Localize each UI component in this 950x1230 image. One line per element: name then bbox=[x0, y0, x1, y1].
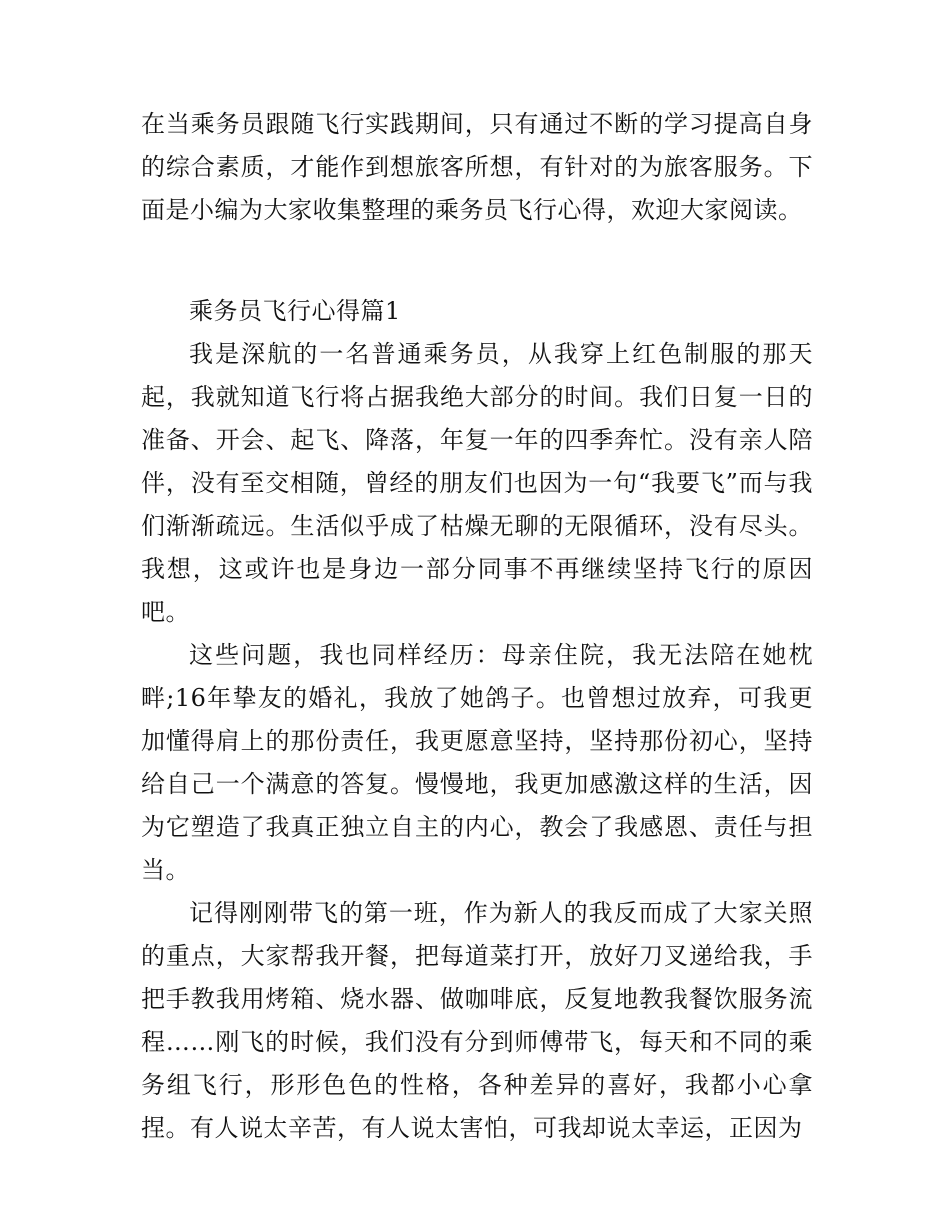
paragraph-2: 这些问题，我也同样经历：母亲住院，我无法陪在她枕畔;16年挚友的婚礼，我放了她鸽子。也曾想过放弃，可我更加懂得肩上的那份责任，我更愿意坚持，坚持那份初心，坚持给自己一个满意的答复。慢慢地，我更加感激这样的生活，因为它塑造了我真正独立自主的内心，教会了我感恩、责任与担当。 bbox=[141, 641, 813, 884]
paragraph-1: 我是深航的一名普通乘务员，从我穿上红色制服的那天起，我就知道飞行将占据我绝大部分的时间。我们日复一日的准备、开会、起飞、降落，年复一年的四季奔忙。没有亲人陪伴，没有至交相随，曾经的朋友们也因为一句“我要飞”而与我们渐渐疏远。生活似乎成了枯燥无聊的无限循环，没有尽头。我想，这或许也是身边一部分同事不再继续坚持飞行的原因吧。 bbox=[141, 340, 813, 626]
section-title: 乘务员飞行心得篇1 bbox=[189, 297, 401, 325]
document-body bbox=[141, 103, 813, 1150]
intro-paragraph: 在当乘务员跟随飞行实践期间，只有通过不断的学习提高自身的综合素质，才能作到想旅客所想，有针对的为旅客服务。下面是小编为大家收集整理的乘务员飞行心得，欢迎大家阅读。 bbox=[141, 110, 813, 224]
paragraph-3: 记得刚刚带飞的第一班，作为新人的我反而成了大家关照的重点，大家帮我开餐，把每道菜打开，放好刀叉递给我，手把手教我用烤箱、烧水器、做咖啡底，反复地教我餐饮服务流程……刚飞的时候，我们没有分到师傅带飞，每天和不同的乘务组飞行，形形色色的性格，各种差异的喜好，我都小心拿捏。有人说太辛苦，有人说太害怕，可我却说太幸运，正因为 bbox=[141, 899, 813, 1142]
